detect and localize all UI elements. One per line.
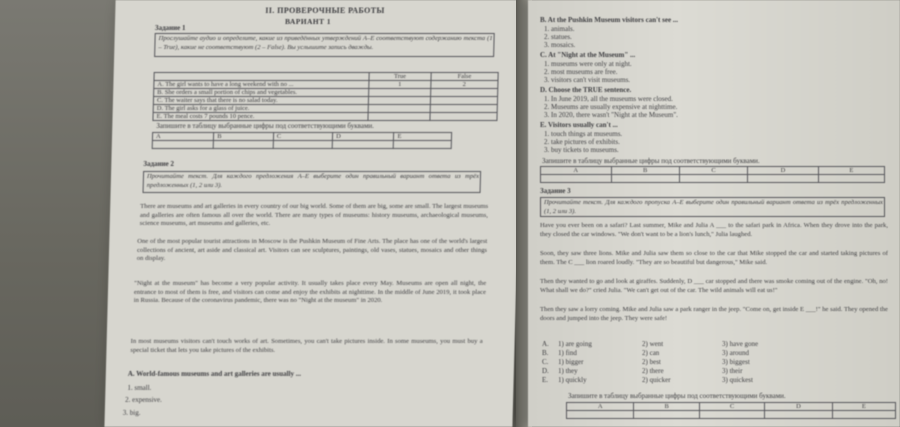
option-item: 1. museums were only at night. <box>544 60 632 68</box>
answer-letter: A <box>541 167 612 175</box>
choice-row <box>542 340 882 349</box>
task2-title: Задание 2 <box>143 160 175 168</box>
col-true: True <box>369 73 431 81</box>
task1-answer-note: Запишите в таблицу выбранные цифры под соответствующими буквами. <box>156 122 375 130</box>
answer-letter: E <box>818 167 884 175</box>
left-page <box>104 0 523 427</box>
answer-letter: B <box>611 167 679 175</box>
task3-paragraph: Soon, they saw three lions. Mike and Julia saw them so close to the car that Mike stopped the car and started taking pictures of them. The C ___ lion roared loudly. "They are so beautiful but dangerous," Mike said. <box>540 250 888 266</box>
task1-letter-grid <box>152 132 452 149</box>
choice-row <box>542 349 882 358</box>
answer-letter: B <box>634 403 699 411</box>
choice-option: 2) there <box>642 367 664 375</box>
option-item: 3. big. <box>122 409 141 417</box>
choice-letter: D. <box>542 367 549 375</box>
choice-option: 3) their <box>722 367 743 375</box>
answer-letter: A <box>152 133 214 141</box>
answer-letter: C <box>699 403 764 411</box>
task1-instruction: Прослушайте аудио и определите, какие из приведённых утверждений A–E соответствуют содержанию текста (1 – True), какие не соответствуют (2 – False). Вы услышите запись дважды. <box>158 35 493 51</box>
choice-option: 1) quickly <box>558 376 587 384</box>
variant-title: ВАРИАНТ 1 <box>284 17 331 26</box>
choice-letter: A. <box>542 340 549 348</box>
task3-title: Задание 3 <box>540 187 571 195</box>
task2-instruction: Прочитайте текст. Для каждого предложения A–E выберите один правильный вариант ответа из трёх предложенных (1, 2 или 3). <box>146 173 480 189</box>
question-c: C. At "Night at the Museum" ... <box>540 51 636 59</box>
task3-instruction: Прочитайте текст. Для каждого пропуска A–E выберите один правильный вариант ответа из трёх предложенных (1, 2 или 3). <box>544 199 883 215</box>
choice-option: 2) best <box>642 358 661 366</box>
task1-title: Задание 1 <box>154 24 186 32</box>
choice-option: 2) can <box>642 349 660 357</box>
question-d: D. Choose the TRUE sentence. <box>540 86 632 94</box>
statement-row: C. The waiter says that there is no salad today. <box>153 97 368 105</box>
choice-row <box>542 367 882 376</box>
choice-option: 1) bigger <box>558 358 584 366</box>
statement-row: E. The meal costs 7 pounds 10 pence. <box>153 113 368 121</box>
task3-paragraph: Have you ever been on a safari? Last summer, Mike and Julia A ___ to the safari park in Africa. When they drove into the park, they closed the car windows. "We don't want to be a lion's lunch," Julia laughed. <box>540 222 888 238</box>
section-header: II. ПРОВЕРОЧНЫЕ РАБОТЫ <box>265 6 385 15</box>
task2-paragraph: In most museums visitors can't touch works of art. Sometimes, you can't take pictures inside. In some museums, you must buy a special ticket that lets you take pictures of the exhibits. <box>130 338 483 354</box>
statement-row: B. She orders a small portion of chips and vegetables. <box>154 89 369 97</box>
col-true-num: 1 <box>369 81 431 89</box>
task2-letter-grid <box>540 166 885 183</box>
task1-instruction-box <box>154 33 495 57</box>
answer-note: Запишите в таблицу выбранные цифры под соответствующими буквами. <box>542 157 760 165</box>
option-item: 3. mosaics. <box>544 41 576 49</box>
answer-letter: E <box>832 403 895 411</box>
answer-letter: A <box>567 403 634 411</box>
choice-letter: C. <box>542 358 549 366</box>
task3-paragraph: Then they saw a lorry coming. Mike and Julia saw a park ranger in the jeep. "Come on, get inside E ___!" he said. They opened the doors and jumped into the jeep. They were safe! <box>540 306 888 322</box>
option-item: 2. take pictures of exhibits. <box>544 138 620 146</box>
task3-instruction-box <box>540 197 885 217</box>
answer-letter: D <box>765 403 832 411</box>
option-item: 1. animals. <box>544 25 575 33</box>
statement-row: A. The girl wants to have a long weekend with no ... <box>154 81 369 89</box>
task3-letter-grid <box>566 402 896 419</box>
choice-option: 3) quickest <box>722 376 753 384</box>
option-item: 3. visitors can't visit museums. <box>544 76 631 84</box>
choice-letter: E. <box>542 376 549 384</box>
choice-row <box>542 376 882 385</box>
choice-option: 3) have gone <box>722 340 759 348</box>
option-item: 1. In June 2019, all the museums were closed. <box>544 95 673 103</box>
choice-row <box>542 358 882 367</box>
choice-option: 3) biggest <box>722 358 750 366</box>
task2-paragraph: "Night at the museum" has become a very popular activity. It usually takes place every May. Museums are open all night, the entrance to most of them is free, and visitors can come and enjoy the exhibits at nighttime. In the middle of June 2019, it took place in Russia. Because of the coronavirus pandemic, there was no "Night at the museum" in 2020. <box>133 280 487 305</box>
choice-option: 1) are going <box>558 340 592 348</box>
col-false-num: 2 <box>431 81 498 89</box>
task3-paragraph: Then they wanted to go and look at giraffes. Suddenly, D ___ car stopped and there was smoke coming out of the engine. "Oh, no! What shall we do?" cried Julia. "We can't get out of the car. The wild animals will eat us!" <box>540 278 888 294</box>
statement-row: D. The girl asks for a glass of juice. <box>153 105 368 113</box>
answer-letter: C <box>273 133 333 141</box>
question-b: B. At the Pushkin Museum visitors can't see ... <box>540 16 679 24</box>
task1-answer-grid <box>152 72 498 121</box>
choice-option: 1) they <box>558 367 578 375</box>
task3-choices <box>542 340 882 385</box>
answer-letter: B <box>214 133 274 141</box>
answer-letter: C <box>679 167 747 175</box>
choice-option: 2) went <box>642 340 664 348</box>
option-item: 2. Museums are usually expensive at nighttime. <box>544 103 678 111</box>
choice-option: 3) around <box>722 349 750 357</box>
task2-instruction-box <box>143 171 482 193</box>
answer-note: Запишите в таблицу выбранные цифры под соответствующими буквами. <box>568 392 786 400</box>
task2-paragraph: There are museums and art galleries in every country of our big world. Some of them are big, some are small. The largest museums and galleries are often famous all over the world. There are many types of museums: history museums, archaeological museums, science museums, art museums and galleries, etc. <box>139 203 489 228</box>
task2-paragraph: One of the most popular tourist attractions in Moscow is the Pushkin Museum of Fine Arts. The place has one of the world's largest collections of ancient, art aside and classical art. Visitors can see sculptures, paintings, old vases, statues, mosaics and other things on display. <box>136 238 488 263</box>
col-false: False <box>431 73 498 81</box>
option-item: 2. expensive. <box>125 396 162 404</box>
answer-letter: E <box>394 133 452 141</box>
answer-letter: D <box>748 167 819 175</box>
option-item: 3. buy tickets to museums. <box>544 146 619 154</box>
choice-option: 2) quicker <box>642 376 671 384</box>
choice-letter: B. <box>542 349 549 357</box>
option-item: 1. touch things at museums. <box>544 130 623 138</box>
option-item: 1. small. <box>127 384 152 392</box>
right-page <box>528 0 900 427</box>
answer-letter: D <box>333 133 395 141</box>
option-item: 2. most museums are free. <box>544 68 618 76</box>
option-item: 3. In 2020, there wasn't "Night at the Museum". <box>544 111 678 119</box>
task2-question-a: A. World-famous museums and art galleries are usually ... <box>127 370 302 378</box>
question-e: E. Visitors usually can't ... <box>540 121 618 129</box>
choice-option: 1) find <box>558 349 577 357</box>
option-item: 2. statues. <box>544 33 572 41</box>
